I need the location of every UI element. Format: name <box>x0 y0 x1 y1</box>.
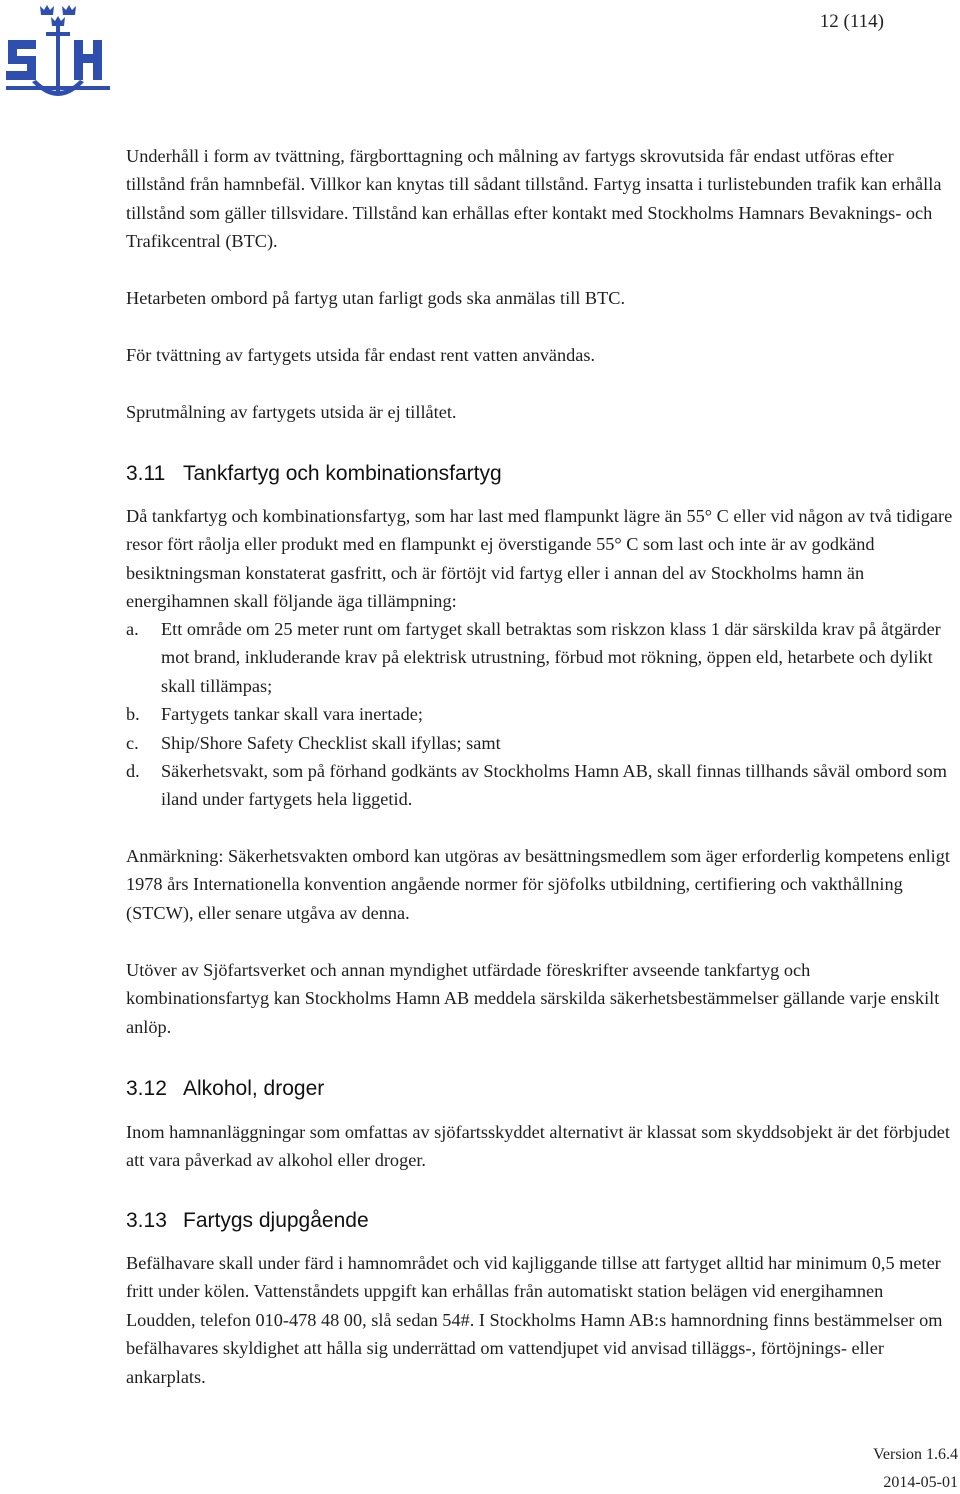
paragraph-maintenance <box>126 142 956 256</box>
section-title: Alkohol, droger <box>183 1077 325 1100</box>
list-label: c. <box>126 732 139 753</box>
page-number: 12 (114) <box>819 11 884 32</box>
list-label: a. <box>126 619 139 639</box>
list-item <box>126 700 956 728</box>
section-title: Tankfartyg och kombinationsfartyg <box>183 462 502 485</box>
list-text: Säkerhetsvakt, som på förhand godkänts av Stockholms Hamn AB, skall finnas tillhands såväl ombord som iland under fartygets hela liggetid. <box>161 761 947 810</box>
paragraph-text: Underhåll i form av tvättning, färgborttagning och målning av fartygs skrovutsida får endast utföras efter tillstånd från hamnbefäl. Villkor kan knytas till sådant tillstånd. Fartyg insatta i turlistebunden trafik kan erhålla tillstånd som gäller tillsvidare. Tillstånd kan erhållas efter kontakt med Stockholms Hamnars Bevaknings- och Trafikcentral (BTC). <box>126 146 942 252</box>
list-item <box>126 729 956 757</box>
section-heading-3-12 <box>126 1075 956 1103</box>
requirement-list <box>126 615 956 814</box>
list-label: b. <box>126 704 140 725</box>
sth-logo-icon <box>2 2 114 108</box>
paragraph-additional-rules <box>126 956 956 1041</box>
list-item <box>126 615 956 700</box>
paragraph-hot-work <box>126 284 956 312</box>
paragraph-spray-painting <box>126 398 956 426</box>
list-text: Ett område om 25 meter runt om fartyget skall betraktas som riskzon klass 1 där särskilda krav på åtgärder mot brand, inkluderande krav på elektrisk utrustning, förbud mot rökning, öppen eld, hetarbete och dylikt skall tillämpas; <box>161 619 941 696</box>
paragraph-text: För tvättning av fartygets utsida får endast rent vatten användas. <box>126 345 596 365</box>
section-number: 3.13 <box>126 1209 167 1232</box>
list-item <box>126 757 956 814</box>
list-text: Ship/Shore Safety Checklist skall ifyllas; samt <box>161 732 501 753</box>
section-number: 3.11 <box>126 462 166 485</box>
section-3-11-intro <box>126 502 956 616</box>
section-heading-3-11 <box>126 460 956 488</box>
paragraph-text: Hetarbeten ombord på fartyg utan farligt gods ska anmälas till BTC. <box>126 288 626 308</box>
list-label: d. <box>126 761 140 782</box>
section-title: Fartygs djupgående <box>183 1209 369 1232</box>
section-3-12-text <box>126 1118 956 1175</box>
paragraph-text: Sprutmålning av fartygets utsida är ej tillåtet. <box>126 402 457 422</box>
paragraph-text: Befälhavare skall under färd i hamnområdet och vid kajliggande tillse att fartyget alltid har minimum 0,5 meter fritt under kölen. Vattenståndets uppgift kan erhållas från automatiskt station belägen vid energihamnen Loudden, telefon 010-478 48 00, slå sedan 54#. I Stockholms Hamn AB:s hamnordning finns bestämmelser om befälhavares skyldighet att hålla sig underrättad om vattendjupet vid anvisad tilläggs-, förtöjnings- eller ankarplats. <box>126 1253 943 1387</box>
section-number: 3.12 <box>126 1077 167 1100</box>
paragraph-text: Inom hamnanläggningar som omfattas av sjöfartsskyddet alternativt är klassat som skyddsobjekt är det förbjudet att vara påverkad av alkohol eller droger. <box>126 1122 950 1171</box>
footer-version: Version 1.6.4 <box>873 1446 958 1463</box>
paragraph-text: Anmärkning: Säkerhetsvakten ombord kan utgöras av besättningsmedlem som äger erforderlig kompetens enligt 1978 års Internationella konvention angående normer för sjöfolks utbildning, certifiering och vakthållning (STCW), eller senare utgåva av denna. <box>126 846 950 923</box>
note-paragraph <box>126 842 956 927</box>
list-text: Fartygets tankar skall vara inertade; <box>161 704 423 725</box>
paragraph-washing <box>126 341 956 369</box>
paragraph-text: Då tankfartyg och kombinationsfartyg, som har last med flampunkt lägre än 55° C eller vid någon av två tidigare resor fört råolja eller produkt med en flampunkt ej överstigande 55° C som last och inte är av godkänd besiktningsman konstaterat gasfritt, och är förtöjt vid fartyg eller i annan del av Stockholms hamn än energihamnen skall följande äga tillämpning: <box>126 506 953 612</box>
footer-date: 2014-05-01 <box>883 1474 958 1491</box>
section-3-13-text <box>126 1249 956 1391</box>
paragraph-text: Utöver av Sjöfartsverket och annan myndighet utfärdade föreskrifter avseende tankfartyg och kombinationsfartyg kan Stockholms Hamn AB meddela särskilda säkerhetsbestämmelser gällande varje enskilt anlöp. <box>126 960 940 1037</box>
section-heading-3-13 <box>126 1207 956 1235</box>
